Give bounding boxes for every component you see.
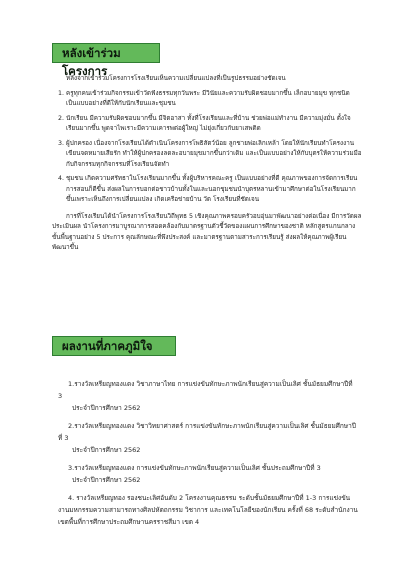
section-after-project-body xyxy=(52,74,362,254)
award-item xyxy=(58,492,358,528)
award-year: ประจำปีการศึกษา 2562 xyxy=(72,404,141,412)
award-year: ประจำปีการศึกษา 2562 xyxy=(72,446,141,454)
intro-paragraph: หลังจากเข้าร่วมโครงการโรงเรียนเห็นความเปลี่ยนแปลงที่เป็นรูปธรรมอย่างชัดเจน xyxy=(66,75,286,82)
award-text: 4. รางวัลเหรียญทอง รองชนะเลิศอันดับ 2 โครงงานคุณธรรม ระดับชั้นมัธยมศึกษาปีที่ 1-3 การแข่งขันงานมหกรรมความสามารถทางศิลปหัตถกรรม วิชาการ และเทคโนโลยีของนักเรียน ครั้งที่ 68 ระดับสำนักงานเขตพื้นที่การศึกษาประถมศึกษานครราชสีมา เขต 4 xyxy=(58,494,358,526)
award-year: ประจำปีการศึกษา 2562 xyxy=(72,476,141,484)
award-item xyxy=(58,378,358,414)
list-item-students: 2. นักเรียน มีความรับผิดชอบมากขึ้น มีจิตอาสา ทั้งที่โรงเรียนและที่บ้าน ช่วยพ่อแม่ทำงาน มีความมุ่งมั่น ตั้งใจเรียนมากขึ้น พูดจาไพเราะมีความเคารพต่อผู้ใหญ่ ไม่ยุ่งเกี่ยวกับยาเสพติด xyxy=(58,114,351,132)
list-item-community: 4. ชุมชน เกิดความศรัทธาในโรงเรียนมากขึ้น ทั้งผู้บริหารคณะครู เป็นแบบอย่างที่ดี คุณภาพของการจัดการเรียนการสอนก็ดีขึ้น ส่งผลในการบอกต่อชาวบ้านทั้งในและนอกชุมชนนำบุตรหลานเข้ามาศึกษาต่อในโรงเรียนมากขึ้นเพราะเห็นถึงการเปลี่ยนแปลง เกิดเครือข่ายบ้าน วัด โรงเรียนที่ชัดเจน xyxy=(58,175,358,203)
list-item-parents: 3. ผู้ปกครอง เนื่องจากโรงเรียนได้ดำเนินโครงการโพธิสัตว์น้อย ลูกชายพ่อเลิกเหล้า โดยให้นักเรียนทำโครงงาน เขียนจดหมายเสียรัก ทำให้ผู้ปกครองลดละอบายมุขมากขึ้นกว่าเดิม และเป็นแบบอย่างให้กับบุตรให้ความร่วมมือกับกิจกรรมทุกกิจกรรมที่โรงเรียนจัดทำ xyxy=(58,139,362,168)
award-item xyxy=(58,420,358,456)
award-text: 2.รางวัลเหรียญทองแดง วิชาวิทยาศาสตร์ การแข่งขันทักษะภาพนักเรียนสู่ความเป็นเลิศ ชั้นมัธยมศึกษาปีที่ 3 xyxy=(58,422,356,442)
award-text: 1.รางวัลเหรียญทองแดง วิชาภาษาไทย การแข่งขันทักษะภาพนักเรียนสู่ความเป็นเลิศ ชั้นมัธยมศึกษาปีที่ 3 xyxy=(58,380,353,400)
section-heading-proud-achievements: ผลงานที่ภาคภูมิใจ xyxy=(52,336,176,356)
closing-paragraph: การที่โรงเรียนได้นำโครงการโรงเรียนวิถีพุทธ 5 เชิงคุณภาพครอบครัวอบอุ่นมาพัฒนาอย่างต่อเนื่อง มีการวัดผลประเมินผล นำโครงการมาบูรณาการสอดคล้องกับมาตรฐานตัวชี้วัดของแผนการศึกษาของชาติ หลักสูตรแกนกลางขั้นพื้นฐานอย่าง 5 ประการ คุณลักษณะที่พึงประสงค์ และมาตรฐานตามสาระการเรียนรู้ ส่งผลให้คุณภาพผู้เรียนพัฒนาขึ้น xyxy=(52,212,362,251)
section-heading-after-project: หลังเข้าร่วมโครงการ xyxy=(52,43,160,63)
award-text: 3.รางวัลเหรียญทองแดง การแข่งขันทักษะภาพนักเรียนสู่ความเป็นเลิศ ชั้นประถมศึกษาปีที่ 3 xyxy=(68,464,321,472)
list-item-teachers: 1. ครูทุกคนเข้าร่วมกิจกรรมเข้าวัดฟังธรรมทุกวันพระ มีวินัยและความรับผิดชอบมากขึ้น เล็กอบายมุข ทุกชนิด เป็นแบบอย่างที่ดีให้กับนักเรียนและชุมชน xyxy=(58,89,350,107)
award-item xyxy=(58,462,358,486)
awards-list xyxy=(58,372,358,528)
